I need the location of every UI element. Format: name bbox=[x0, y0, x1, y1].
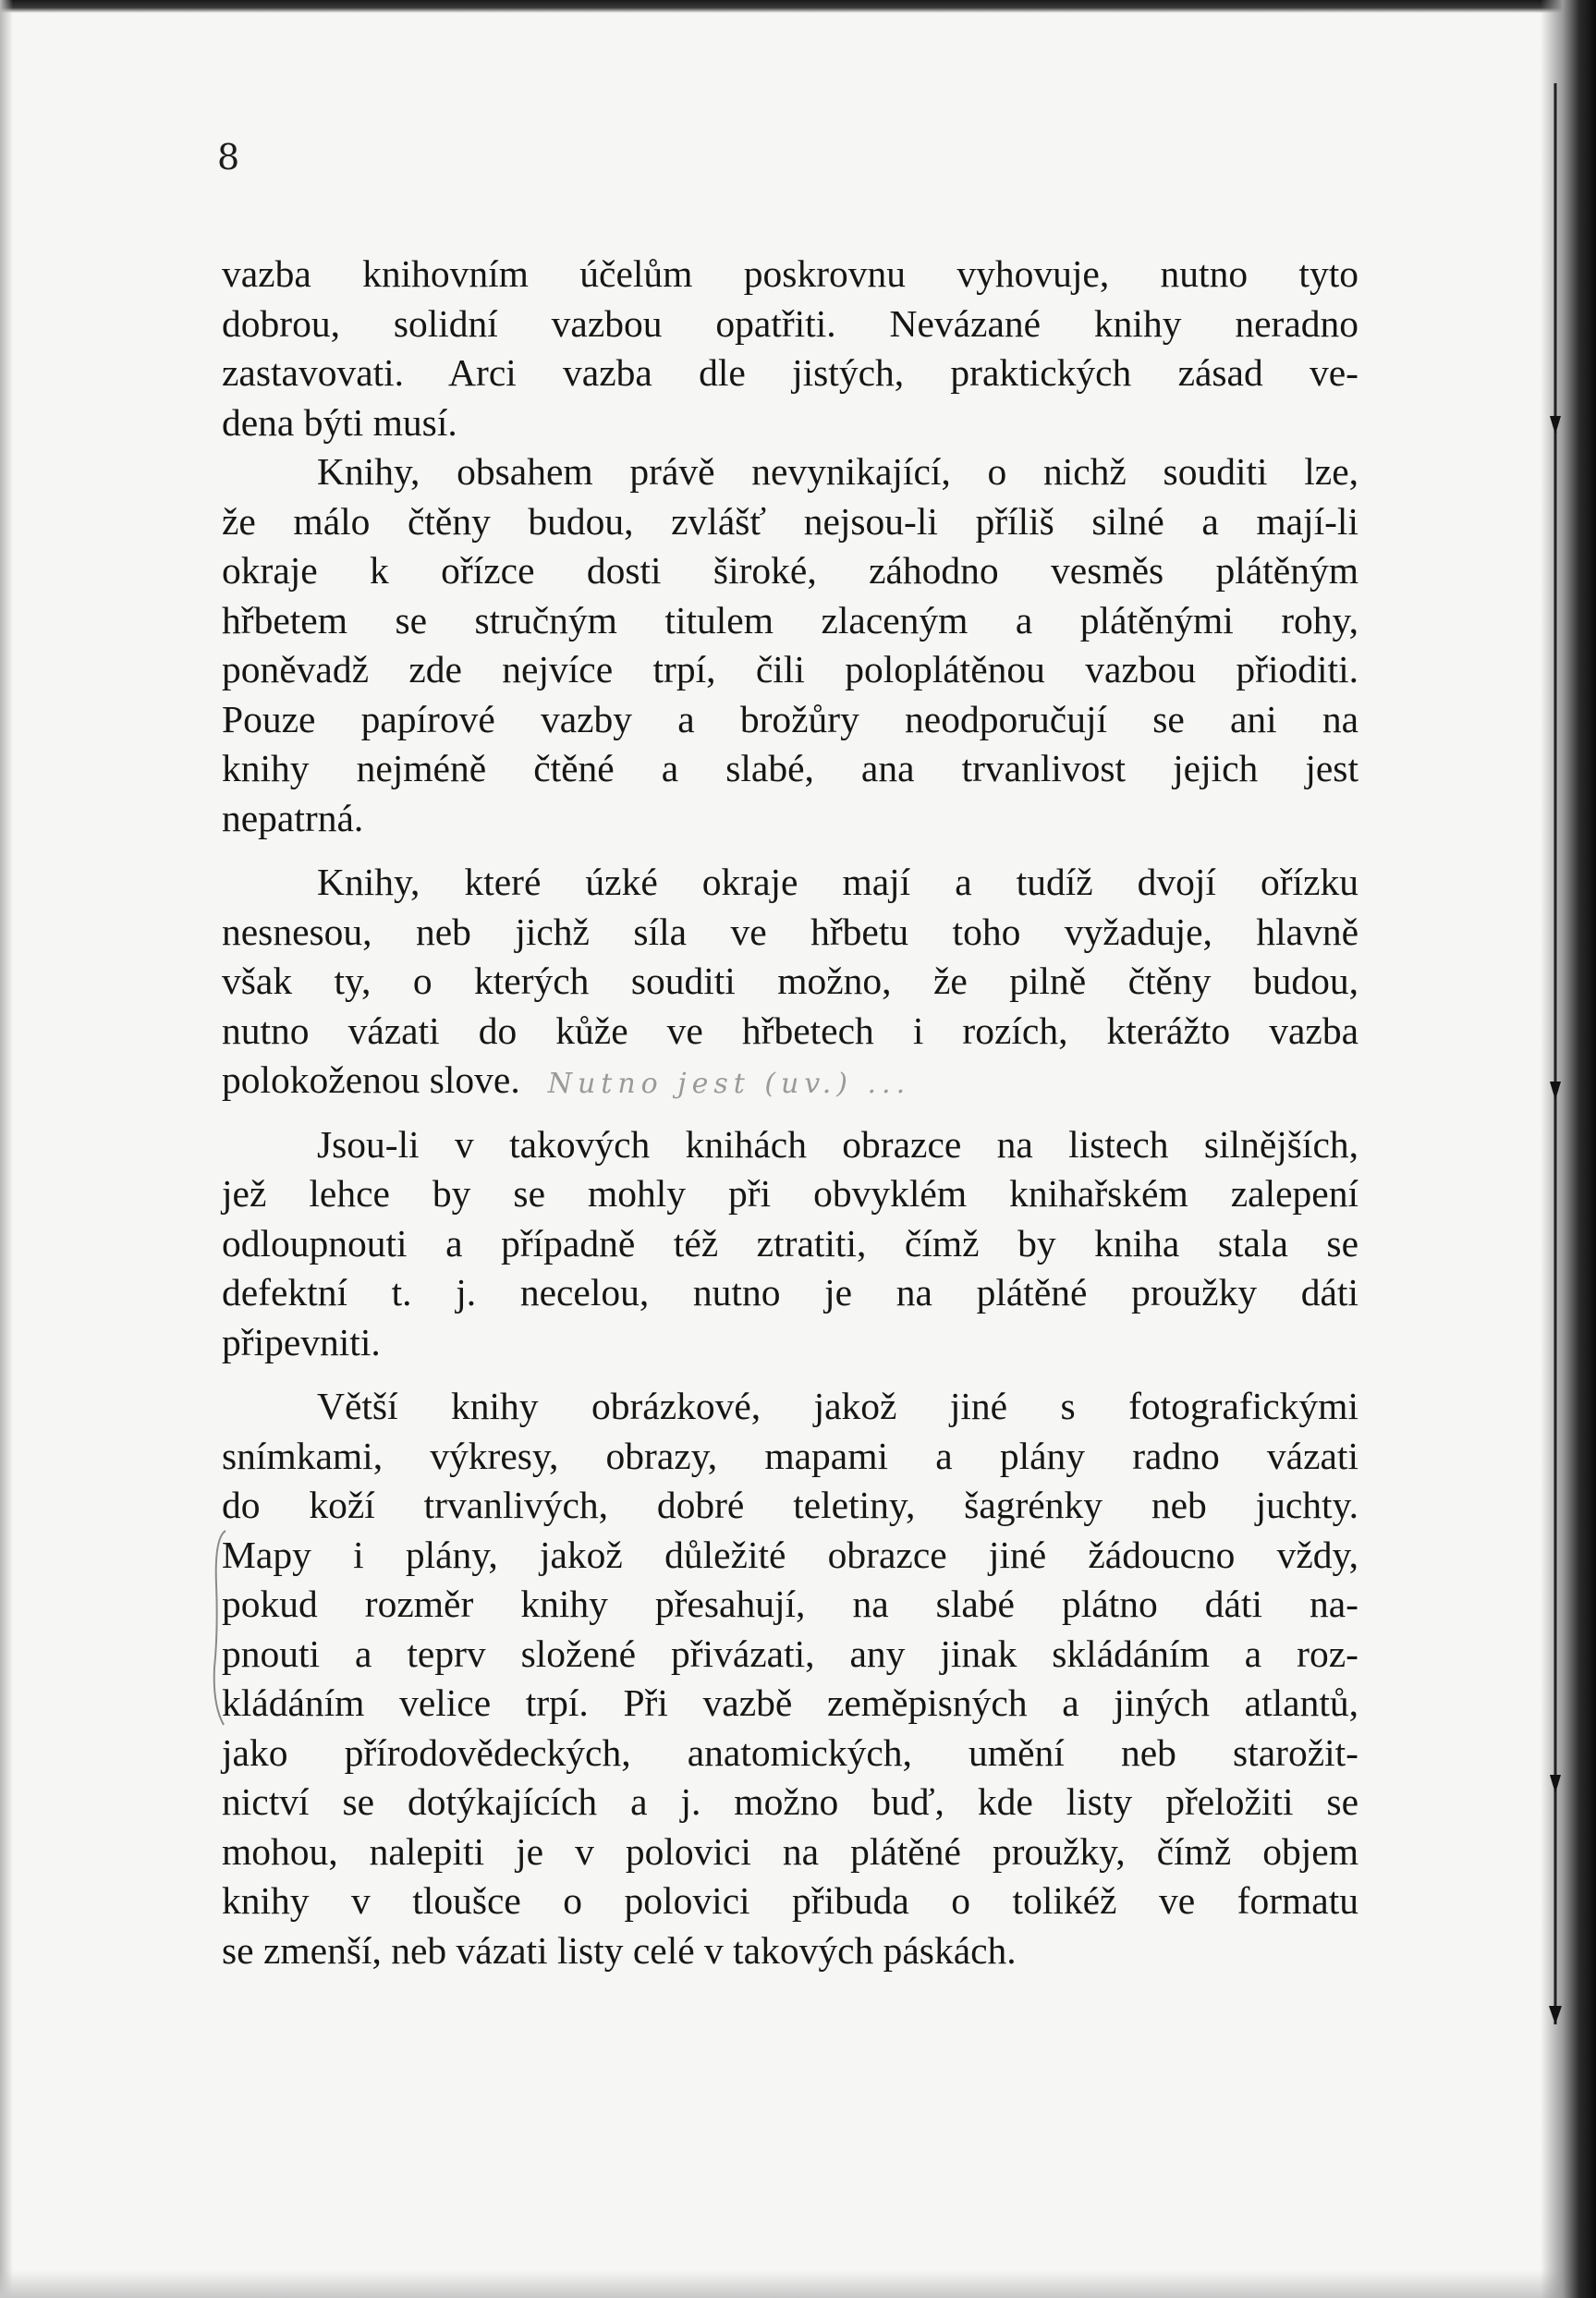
text-line: připevniti. bbox=[222, 1320, 381, 1363]
text-line: nepatrná. bbox=[222, 796, 364, 839]
text-line: že málo čtěny budou, zvlášť nejsou-li příliš silné a mají-li bbox=[222, 499, 1358, 543]
text-line: knihy nejméně čtěné a slabé, ana trvanlivost jejich jest bbox=[222, 747, 1358, 789]
text-line: však ty, o kterých souditi možno, že pilně čtěny budou, bbox=[222, 960, 1358, 1002]
text-line: dena býti musí. bbox=[222, 400, 457, 444]
paragraph-gap bbox=[222, 1106, 1358, 1120]
text-line: hřbetem se stručným titulem zlaceným a plátěnými rohy, bbox=[222, 598, 1358, 642]
text-line: se zmenší, neb vázati listy celé v takových páskách. bbox=[222, 1928, 1017, 1972]
text-line: defektní t. j. necelou, nutno je na plátěné proužky dáti bbox=[222, 1271, 1358, 1314]
text-line: polokoženou slove. Nutno jest (uv.) ... bbox=[222, 1058, 911, 1101]
text-line: nesnesou, neb jichž síla ve hřbetu toho vyžaduje, hlavně bbox=[222, 910, 1358, 953]
text-line: zastavovati. Arci vazba dle jistých, praktických zásad ve- bbox=[222, 351, 1358, 394]
text-line: jako přírodovědeckých, anatomických, umění neb starožit- bbox=[222, 1730, 1358, 1774]
text-line: odloupnouti a případně též ztratiti, čímž by kniha stala se bbox=[222, 1221, 1358, 1265]
binding-thread-marks bbox=[1546, 83, 1568, 2024]
text-line: mohou, nalepiti je v polovici na plátěné proužky, čímž objem bbox=[222, 1829, 1358, 1873]
page-number: 8 bbox=[217, 137, 240, 177]
text-line: Knihy, obsahem právě nevynikající, o nichž souditi lze, bbox=[317, 450, 1358, 493]
scan-edge-top bbox=[0, 0, 1596, 13]
text-line: Větší knihy obrázkové, jakož jiné s fotografickými bbox=[317, 1385, 1358, 1427]
scan-edge-bottom bbox=[0, 2270, 1596, 2298]
paragraph-gap bbox=[222, 843, 1358, 858]
text-line: Mapy i plány, jakož důležité obrazce jiné žádoucno vždy, bbox=[222, 1533, 1358, 1576]
pencil-margin-note: Nutno jest (uv.) ... bbox=[547, 1068, 911, 1100]
text-line: okraje k ořízce dosti široké, záhodno vesměs plátěným bbox=[222, 549, 1358, 592]
scan-edge-left bbox=[0, 0, 13, 2298]
text-line: do koží trvanlivých, dobré teletiny, šagrénky neb juchty. bbox=[222, 1484, 1358, 1526]
text-line: Jsou-li v takových knihách obrazce na listech silnějších, bbox=[317, 1122, 1358, 1166]
text-line: snímkami, výkresy, obrazy, mapami a plány radno vázati bbox=[222, 1434, 1358, 1477]
text-line: nutno vázati do kůže ve hřbetech i rozích, kterážto vazba bbox=[222, 1008, 1358, 1052]
text-line: pnouti a teprv složené přivázati, any jinak skládáním a roz- bbox=[222, 1632, 1358, 1675]
body-text bbox=[222, 250, 1358, 1975]
text-line: vazba knihovním účelům poskrovnu vyhovuje, nutno tyto bbox=[222, 252, 1358, 295]
text-line: nictví se dotýkajících a j. možno buď, kde listy přeložiti se bbox=[222, 1780, 1358, 1823]
text-line: Knihy, které úzké okraje mají a tudíž dvojí ořízku bbox=[317, 861, 1358, 903]
text-line: knihy v tloušce o polovici přibuda o tolikéž ve formatu bbox=[222, 1879, 1358, 1922]
paragraph-gap bbox=[222, 1367, 1358, 1382]
text-line: Pouze papírové vazby a brožůry neodporučují se ani na bbox=[222, 697, 1358, 740]
text-line: poněvadž zde nejvíce trpí, čili poloplátěnou vazbou přioditi. bbox=[222, 648, 1358, 691]
text-line: kládáním velice trpí. Při vazbě zeměpisných a jiných atlantů, bbox=[222, 1681, 1358, 1724]
text-line: dobrou, solidní vazbou opatřiti. Nevázané knihy neradno bbox=[222, 301, 1358, 345]
text-line: jež lehce by se mohly při obvyklém knihařském zalepení bbox=[222, 1172, 1358, 1215]
text-line: pokud rozměr knihy přesahují, na slabé plátno dáti na- bbox=[222, 1583, 1358, 1625]
